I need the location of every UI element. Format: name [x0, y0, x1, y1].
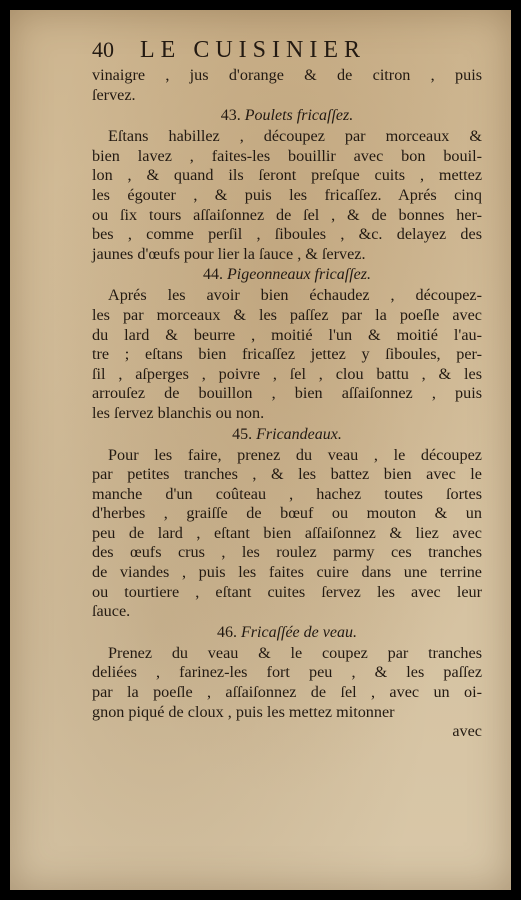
- text-line: des œufs crus , les roulez parmy ces tranches: [92, 543, 482, 562]
- page-number: 40: [92, 37, 114, 62]
- text-line: manche d'un coûteau , hachez toutes ſortes: [92, 484, 482, 503]
- text-line: ſervez.: [92, 85, 136, 104]
- text-line: les par morceaux & les paſſez par la poeſle avec: [92, 305, 482, 324]
- text-line: Pour les faire, prenez du veau , le découpez: [108, 445, 482, 464]
- text-line: les ſervez blanchis ou non.: [92, 403, 265, 422]
- text-line: lon , & quand ils ſeront preſque cuits , mettez: [92, 166, 482, 185]
- paragraph: [92, 446, 482, 622]
- text-line: vinaigre , jus d'orange & de citron , puis: [92, 66, 482, 84]
- text-line: bien lavez , faites-les bouillir avec bon bouil-: [92, 146, 482, 165]
- text-line: ou tourtiere , eſtant cuites ſervez les avec leur: [92, 582, 482, 601]
- text-line: du lard & beurre , moitié l'un & moitié l'au-: [92, 325, 482, 344]
- paragraph: [92, 66, 482, 105]
- running-title: LE CUISINIER: [140, 37, 366, 63]
- text-line: Aprés les avoir bien échaudez , découpez-: [108, 286, 482, 305]
- text-line: ſauce.: [92, 602, 131, 621]
- catchword: avec: [452, 722, 482, 741]
- text-line: par petites tranches , & les battez bien avec le: [92, 465, 482, 484]
- text-line: d'herbes , graiſſe de bœuf ou mouton & un: [92, 504, 482, 523]
- page-body: [92, 66, 482, 722]
- text-line: deliées , farinez-les fort peu , & les paſſez: [92, 663, 482, 682]
- recipe-title: Fricaſſée de veau.: [241, 623, 357, 641]
- recipe-heading: [92, 106, 482, 127]
- text-line: Eſtans habillez , découpez par morceaux &: [108, 127, 482, 146]
- text-line: ou ſix tours aſſaiſonnez de ſel , & de bonnes her-: [92, 205, 482, 224]
- text-line: les égouter , & puis les fricaſſez. Aprés cinq: [92, 185, 482, 204]
- text-line: par la poeſle , aſſaiſonnez de ſel , avec un oi-: [92, 683, 482, 702]
- book-page: [10, 10, 511, 890]
- recipe-number: 46.: [217, 623, 238, 641]
- paragraph: [92, 286, 482, 423]
- recipe-heading: [92, 425, 482, 446]
- text-line: ſil , aſperges , poivre , ſel , clou battu , & les: [92, 364, 482, 383]
- page-header: [92, 37, 482, 66]
- recipe-number: 43.: [220, 107, 241, 125]
- text-line: Prenez du veau & le coupez par tranches: [108, 643, 482, 662]
- recipe-title: Fricandeaux.: [256, 425, 342, 443]
- page-text: [92, 37, 482, 742]
- recipe-heading: [92, 623, 482, 644]
- recipe-number: 44.: [203, 266, 224, 284]
- text-line: jaunes d'œufs pour lier la ſauce , & ſervez.: [92, 244, 366, 263]
- text-line: peu de lard , eſtant bien aſſaiſonnez & liez avec: [92, 523, 482, 542]
- paragraph: [92, 644, 482, 722]
- text-line: gnon piqué de cloux , puis les mettez mitonner: [92, 702, 395, 721]
- text-line: de viandes , puis les faites cuire dans une terrine: [92, 563, 482, 582]
- text-line: tre ; eſtans bien fricaſſez jettez y ſiboules, per-: [92, 345, 482, 364]
- recipe-number: 45.: [232, 425, 253, 443]
- recipe-title: Poulets fricaſſez.: [244, 107, 354, 125]
- text-line: arrouſez de bouillon , bien aſſaiſonnez , puis: [92, 384, 482, 403]
- recipe-title: Pigeonneaux fricaſſez.: [227, 266, 371, 284]
- paragraph: [92, 127, 482, 264]
- text-line: bes , comme perſil , ſiboules , &c. delayez des: [92, 225, 482, 244]
- recipe-heading: [92, 265, 482, 286]
